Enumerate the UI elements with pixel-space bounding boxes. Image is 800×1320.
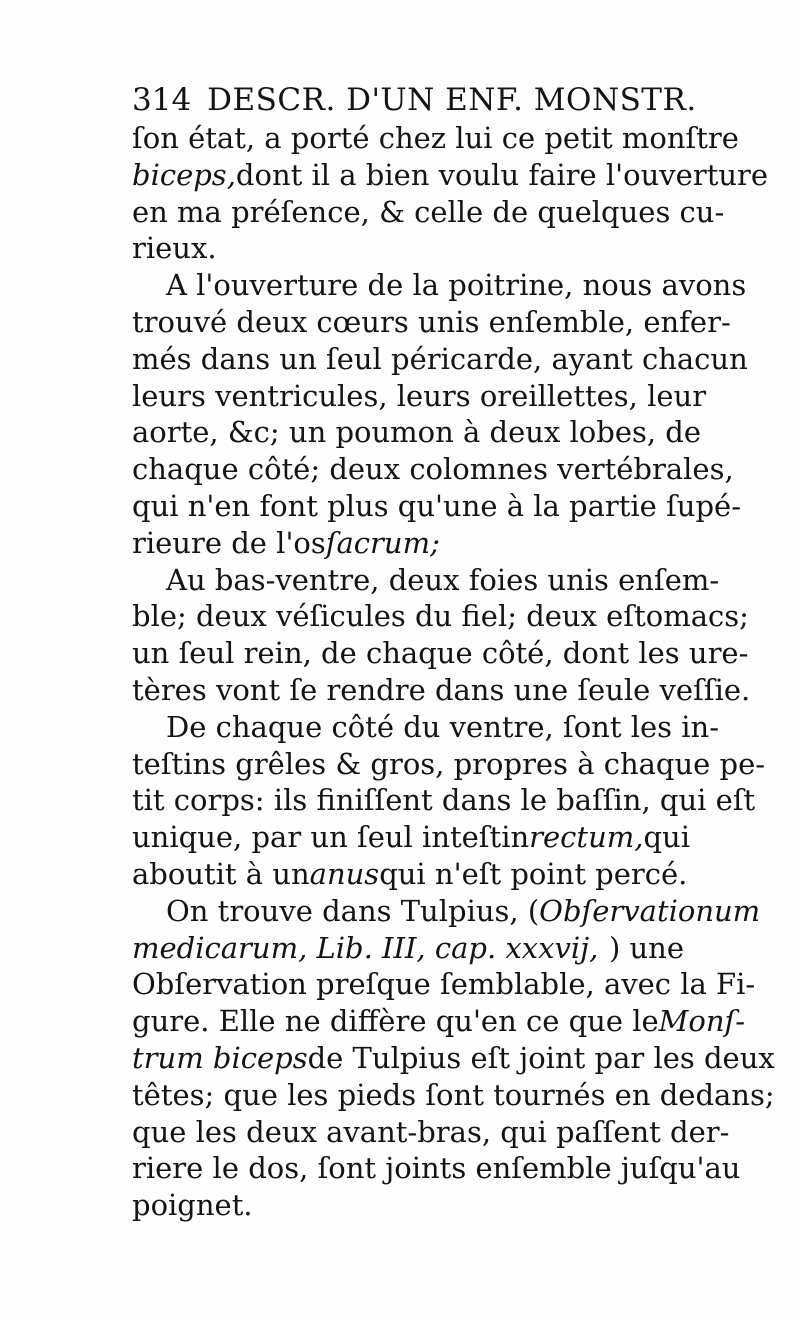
text-line: têtes; que les pieds ſont tournés en dedans; — [132, 1077, 775, 1112]
text-line: trouvé deux cœurs unis enſemble, enfer- — [132, 304, 731, 339]
text-line: un ſeul rein, de chaque côté, dont les ure- — [132, 636, 749, 671]
text-line: biceps, dont il a bien voulu faire l'ouverture — [132, 157, 769, 192]
text-line: aboutit à un anus qui n'eſt point percé. — [132, 856, 688, 891]
text-line: que les deux avant-bras, qui paſſent der- — [132, 1114, 730, 1149]
text-line: medicarum, Lib. III, cap. xxxvij, ) une — [132, 930, 684, 965]
text-line: ble; deux véſicules du fiel; deux eſtomacs; — [132, 599, 749, 634]
text-line: Au bas-ventre, deux foies unis enſem- — [166, 562, 720, 597]
text-line: teſtins grêles & gros, propres à chaque pe- — [132, 746, 766, 781]
text-line: riere le dos, ſont joints enſemble juſqu'au — [132, 1151, 741, 1186]
text-line: A l'ouverture de la poitrine, nous avons — [166, 268, 747, 303]
text-line: Obſervation preſque ſemblable, avec la Fi- — [132, 967, 756, 1002]
text-line: ſon état, a porté chez lui ce petit monſtre — [132, 121, 739, 155]
text-line: més dans un ſeul péricarde, ayant chacun — [132, 341, 748, 376]
text-line: unique, par un ſeul inteſtin rectum, qui — [132, 820, 691, 855]
text-line: De chaque côté du ventre, ſont les in- — [166, 709, 720, 744]
text-line: poignet. — [132, 1188, 253, 1223]
text-line: gure. Elle ne diffère qu'en ce que le Monſ- — [132, 1004, 746, 1039]
text-line: chaque côté; deux colomnes vertébrales, — [132, 452, 734, 487]
text-line: leurs ventricules, leurs oreillettes, leur — [132, 378, 707, 413]
text-line: aorte, &c; un poumon à deux lobes, de — [132, 415, 702, 450]
text-line: rieure de l'os ſacrum; — [132, 525, 440, 560]
text-line: tit corps: ils finiſſent dans le baſſin, qui eſt — [132, 783, 756, 818]
running-title: DESCR. D'UN ENF. MONSTR. — [207, 82, 697, 118]
text-line: en ma préſence, & celle de quelques cu- — [132, 194, 725, 229]
page-number: 314 — [132, 82, 192, 118]
running-header — [132, 80, 697, 120]
text-line: trum biceps de Tulpius eſt joint par les deux — [132, 1040, 775, 1075]
text-body — [132, 120, 775, 1224]
text-line: qui n'en font plus qu'une à la partie ſupé- — [132, 488, 741, 523]
text-line: tères vont ſe rendre dans une ſeule veſſie. — [132, 672, 751, 707]
text-line: rieux. — [132, 231, 217, 266]
text-line: On trouve dans Tulpius, ( Obſervationum — [166, 893, 761, 928]
